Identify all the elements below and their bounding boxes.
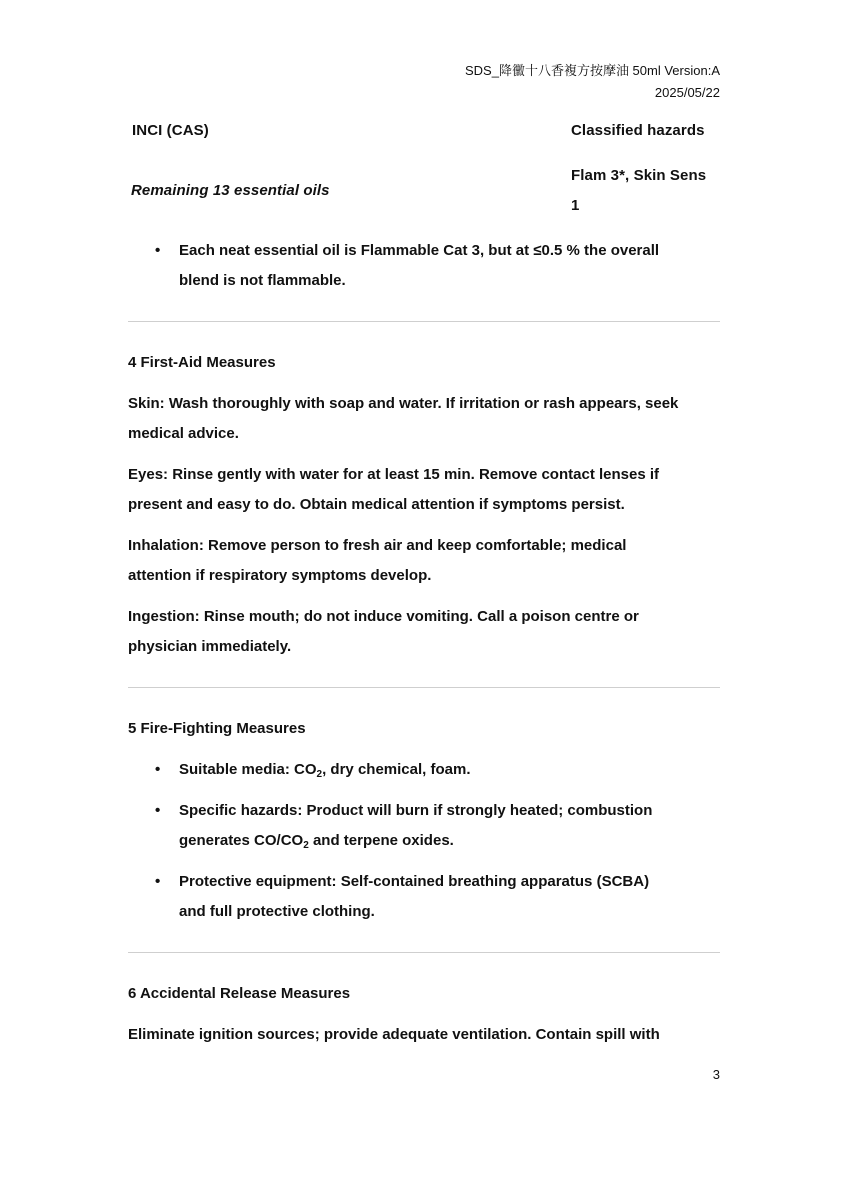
bullet-icon: •	[155, 802, 161, 819]
inhalation-line2: attention if respiratory symptoms develop.	[128, 567, 432, 584]
document-header-title: SDS_降黴十八香複方按摩油 50ml Version:A	[464, 63, 720, 78]
list-item	[128, 796, 728, 856]
eyes-line1: Eyes: Rinse gently with water for at least 15 min. Remove contact lenses if	[128, 466, 660, 483]
section6-text: Eliminate ignition sources; provide adequate ventilation. Contain spill with	[128, 1026, 660, 1043]
hazards-subscript: 2	[303, 840, 309, 851]
flammability-note-list	[128, 236, 728, 296]
bullet-icon: •	[155, 242, 161, 259]
hazards-line2: generates CO/CO	[179, 832, 304, 849]
equipment-line1: Protective equipment: Self-contained breathing apparatus (SCBA)	[179, 873, 650, 890]
section-divider	[128, 687, 720, 688]
bullet-icon: •	[155, 761, 161, 778]
note-line2: blend is not flammable.	[179, 272, 346, 289]
skin-line2: medical advice.	[128, 425, 239, 442]
section6-heading: 6 Accidental Release Measures	[128, 985, 351, 1002]
ingestion-line1: Ingestion: Rinse mouth; do not induce vomiting. Call a poison centre or	[128, 608, 639, 625]
first-aid-inhalation	[128, 531, 728, 591]
first-aid-eyes	[128, 460, 728, 520]
document-header-date: 2025/05/22	[654, 85, 720, 100]
bullet-icon: •	[155, 873, 161, 890]
fire-fighting-list	[128, 755, 728, 927]
section-divider	[128, 952, 720, 953]
ingestion-line2: physician immediately.	[128, 638, 292, 655]
first-aid-skin	[128, 389, 728, 449]
skin-line1: Skin: Wash thoroughly with soap and water. If irritation or rash appears, seek	[128, 395, 679, 412]
table-cell-hazard-line2: 1	[571, 197, 580, 214]
page-number: 3	[712, 1067, 720, 1082]
media-text-end: , dry chemical, foam.	[322, 761, 471, 778]
section5-heading: 5 Fire-Fighting Measures	[128, 720, 306, 737]
table-header-hazards: Classified hazards	[571, 122, 705, 139]
section-divider	[128, 321, 720, 322]
hazards-line2-end: and terpene oxides.	[308, 832, 454, 849]
table-header-inci: INCI (CAS)	[132, 122, 209, 139]
first-aid-ingestion	[128, 602, 728, 662]
list-item	[128, 867, 728, 927]
list-item	[128, 236, 728, 296]
section4-heading: 4 First-Aid Measures	[128, 354, 276, 371]
eyes-line2: present and easy to do. Obtain medical attention if symptoms persist.	[128, 496, 625, 513]
media-subscript: 2	[316, 769, 323, 780]
table-cell-hazard-line1: Flam 3*, Skin Sens	[571, 167, 707, 184]
media-text: Suitable media: CO	[179, 761, 317, 778]
table-cell-ingredient: Remaining 13 essential oils	[131, 182, 330, 199]
list-item	[128, 755, 728, 785]
note-line1: Each neat essential oil is Flammable Cat 3, but at ≤0.5 % the overall	[179, 242, 660, 259]
inhalation-line1: Inhalation: Remove person to fresh air and keep comfortable; medical	[128, 537, 627, 554]
hazards-line1: Specific hazards: Product will burn if strongly heated; combustion	[179, 802, 653, 819]
equipment-line2: and full protective clothing.	[179, 903, 375, 920]
